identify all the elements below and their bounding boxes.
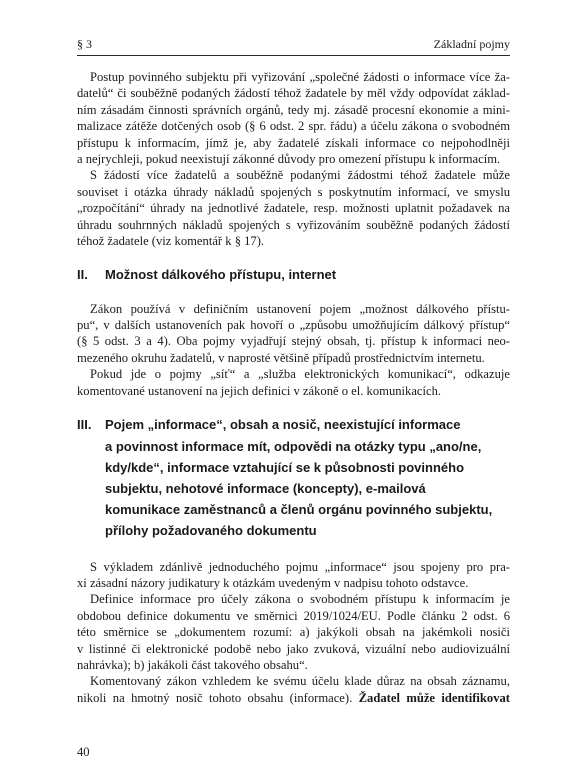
text-line: Definice informace pro účely zákona o svobodném přístupu k informacím je bbox=[90, 592, 510, 607]
text-line bbox=[77, 690, 510, 706]
text-line: pu“, v dalších ustanoveních pak hovoří o „způsobu umožňujícím dálkový přístup“ bbox=[77, 318, 510, 333]
text-line: xi zásadní názory judikatury k otázkám uvedeným v nadpisu tohoto odstavce. bbox=[77, 575, 469, 590]
paragraph bbox=[77, 167, 510, 249]
page-number: 40 bbox=[77, 745, 90, 759]
heading-line: kdy/kde“, informace vztahující se k působnosti povinného bbox=[105, 459, 465, 475]
text-line: v listinné či elektronické podobě nebo jako zvuková, vizuální nebo audiovizuální bbox=[77, 641, 510, 656]
text-line: S výkladem zdánlivě jednoduchého pojmu „informace“ jsou spojeny pro pra- bbox=[90, 559, 510, 574]
text-line: úhradu souhrnných nákladů spojených s vyřizováním souběžně podaných žádostí bbox=[77, 217, 510, 232]
text-line: komentované ustanovení na jejich definici v zákoně o el. komunikacích. bbox=[77, 383, 442, 398]
text-line: Komentovaný zákon vzhledem ke svému účelu klade důraz na obsah záznamu, bbox=[90, 674, 510, 689]
section-heading-text bbox=[105, 264, 336, 285]
text-line: mezeného okruhu žadatelů, v naprosté většině případů prostřednictvím internetu. bbox=[77, 350, 485, 365]
text-line: ním zásadám činnosti správních orgánů, tedy mj. zásadě procesní ekonomie a mini- bbox=[77, 102, 510, 117]
text-line: téhož žadatele (viz komentář k § 17). bbox=[77, 233, 265, 248]
header-rule bbox=[77, 55, 510, 56]
text-line: S žádostí více žadatelů a souběžně podanými žádostmi téhož žadatele může bbox=[90, 168, 510, 183]
heading-line: subjektu, nehotové informace (koncepty), e-mailová bbox=[105, 480, 426, 496]
heading-line: a povinnost informace mít, odpovědi na otázky typu „ano/ne, bbox=[105, 438, 482, 454]
paragraph bbox=[77, 559, 510, 592]
text-line: Postup povinného subjektu při vyřizování „společné žádosti o informace více ža- bbox=[90, 70, 510, 84]
text-line: Pokud jde o pojmy „síť“ a „služba elektronických komunikací“, odkazuje bbox=[90, 367, 510, 382]
text-column bbox=[77, 69, 510, 706]
text-line: přístupu k informacím, jímž je, aby žadatelé získali informace co nejpohodlněji bbox=[77, 135, 510, 150]
text-line: a nejrychleji, pokud neexistují zákonné důvody pro omezení přístupu k informacím. bbox=[77, 151, 501, 166]
paragraph bbox=[77, 673, 510, 706]
heading-line: Pojem „informace“, obsah a nosič, neexistující informace bbox=[105, 417, 461, 433]
text-line: „rozpočítání“ úhrady na jednotlivé žadatele, resp. možnosti uplatnit požadavek na bbox=[77, 201, 510, 216]
chapter-title: Základní pojmy bbox=[433, 37, 510, 51]
running-header bbox=[77, 36, 510, 52]
section-heading bbox=[77, 414, 510, 541]
text-line: souviset i otázka úhrady nákladů spojených s poskytnutím informací, ve smyslu bbox=[77, 184, 510, 199]
section-heading-text bbox=[105, 414, 492, 541]
section-number: II. bbox=[77, 267, 88, 283]
heading-line: komunikace zaměstnanců a členů orgánu povinného subjektu, bbox=[105, 502, 493, 518]
bold-emphasis: Žadatel může identifikovat bbox=[358, 690, 510, 705]
section-number: III. bbox=[77, 417, 92, 433]
text-line: datelů“ či souběžně podaných žádostí téhož žadatele by měl vždy odpovídat základ- bbox=[77, 86, 510, 101]
paragraph bbox=[77, 366, 510, 399]
heading-line: přílohy požadovaného dokumentu bbox=[105, 523, 317, 539]
text-line: Zákon používá v definičním ustanovení pojem „možnost dálkového přístu- bbox=[90, 301, 510, 316]
text-line-segment: nikoli na hmotný nosič tohoto obsahu (informace). bbox=[77, 690, 353, 705]
paragraph bbox=[77, 69, 510, 167]
section-mark: § 3 bbox=[77, 37, 92, 51]
paragraph bbox=[77, 301, 510, 367]
text-line: nahrávka); b) jakákoli část takového obsahu“. bbox=[77, 657, 308, 672]
text-line: (§ 5 odst. 3 a 4). Oba pojmy vyjadřují stejný obsah, tj. přístup k informaci neo- bbox=[77, 334, 510, 349]
text-line: malizace zátěže dotčených osob (§ 6 odst. 2 spr. řádu) a účelu zákona o svobodném bbox=[77, 119, 510, 134]
text-line: obdobou definice dokumentu ve směrnici 2019/1024/EU. Podle článku 2 odst. 6 bbox=[77, 608, 510, 623]
heading-line: Možnost dálkového přístupu, internet bbox=[105, 267, 337, 283]
section-heading bbox=[77, 264, 510, 285]
paragraph bbox=[77, 591, 510, 673]
text-line: této směrnice se „dokumentem rozumí: a) jakýkoli obsah na jakémkoli nosiči bbox=[77, 625, 510, 640]
